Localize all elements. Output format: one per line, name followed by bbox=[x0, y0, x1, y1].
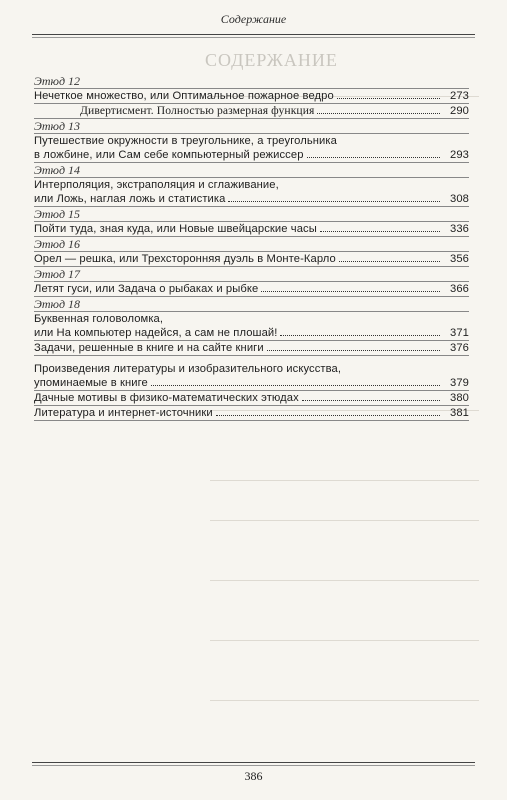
toc-entry[interactable] bbox=[34, 89, 469, 104]
etude-heading: Этюд 16 bbox=[34, 237, 469, 252]
entry-page-number: 293 bbox=[450, 149, 469, 161]
toc-entry[interactable] bbox=[34, 252, 469, 267]
entry-title-row bbox=[34, 376, 469, 390]
entry-title-line: Пойти туда, зная куда, или Новые швейцарские часы bbox=[34, 223, 317, 235]
dot-leader bbox=[317, 104, 440, 114]
etude-heading: Этюд 17 bbox=[34, 267, 469, 282]
toc-entry[interactable] bbox=[34, 222, 469, 237]
dot-leader bbox=[302, 391, 440, 401]
toc-section bbox=[34, 341, 469, 356]
toc-entry[interactable] bbox=[34, 406, 469, 421]
entry-title-line: Орел — решка, или Трехсторонняя дуэль в Монте-Карло bbox=[34, 253, 336, 265]
toc-entry[interactable] bbox=[34, 362, 469, 391]
dot-leader bbox=[267, 341, 440, 351]
table-of-contents bbox=[34, 74, 469, 421]
bleed-through-heading: СОДЕРЖАНИЕ bbox=[205, 50, 338, 70]
toc-section bbox=[34, 119, 469, 163]
entry-title-row bbox=[34, 326, 469, 340]
toc-entry[interactable] bbox=[34, 178, 469, 207]
entry-title-line: или Ложь, наглая ложь и статистика bbox=[34, 193, 226, 205]
bleed-through-line bbox=[210, 580, 479, 581]
dot-leader bbox=[339, 252, 440, 262]
dot-leader bbox=[280, 326, 440, 336]
toc-section bbox=[34, 362, 469, 391]
entry-title-line: Летят гуси, или Задача о рыбаках и рыбке bbox=[34, 283, 259, 295]
toc-section bbox=[34, 297, 469, 341]
entry-title-row bbox=[34, 104, 469, 118]
dot-leader bbox=[261, 282, 440, 292]
entry-title-line: Путешествие окружности в треугольнике, а треугольника bbox=[34, 135, 337, 147]
bleed-through-line bbox=[210, 640, 479, 641]
dot-leader bbox=[228, 192, 440, 202]
dot-leader bbox=[320, 222, 440, 232]
etude-heading: Этюд 13 bbox=[34, 119, 469, 134]
footer-rule-thin bbox=[32, 765, 475, 766]
entry-page-number: 371 bbox=[450, 327, 469, 339]
entry-page-number: 366 bbox=[450, 283, 469, 295]
entry-page-number: 379 bbox=[450, 377, 469, 389]
entry-page-number: 376 bbox=[450, 342, 469, 354]
footer-rule bbox=[32, 762, 475, 763]
toc-entry[interactable] bbox=[34, 391, 469, 406]
entry-title-line: Буквенная головоломка, bbox=[34, 313, 164, 325]
entry-title-line: Дивертисмент. Полностью размерная функция bbox=[80, 104, 315, 117]
etude-heading: Этюд 14 bbox=[34, 163, 469, 178]
toc-section bbox=[34, 267, 469, 297]
entry-title-row bbox=[34, 406, 469, 420]
entry-title-line: или На компьютер надейся, а сам не плошай! bbox=[34, 327, 278, 339]
bleed-through-line bbox=[210, 700, 479, 701]
entry-title-line: Интерполяция, экстраполяция и сглаживание, bbox=[34, 179, 279, 191]
header-rule-thin bbox=[32, 37, 475, 38]
entry-title-row bbox=[34, 282, 469, 296]
dot-leader bbox=[307, 148, 440, 158]
dot-leader bbox=[151, 376, 440, 386]
entry-title-row bbox=[34, 192, 469, 206]
toc-entry[interactable] bbox=[34, 312, 469, 341]
entry-page-number: 290 bbox=[450, 105, 469, 117]
entry-title-row bbox=[34, 341, 469, 355]
entry-title-line: в ложбине, или Сам себе компьютерный режиссер bbox=[34, 149, 304, 161]
dot-leader bbox=[216, 406, 440, 416]
entry-page-number: 308 bbox=[450, 193, 469, 205]
toc-section bbox=[34, 406, 469, 421]
bleed-through-line bbox=[210, 480, 479, 481]
toc-entry[interactable] bbox=[34, 341, 469, 356]
etude-heading: Этюд 12 bbox=[34, 74, 469, 89]
page-number: 386 bbox=[244, 769, 263, 783]
toc-section bbox=[34, 237, 469, 267]
entry-page-number: 273 bbox=[450, 90, 469, 102]
entry-page-number: 336 bbox=[450, 223, 469, 235]
entry-title-row bbox=[34, 222, 469, 236]
header-rule bbox=[32, 34, 475, 35]
etude-heading: Этюд 15 bbox=[34, 207, 469, 222]
entry-page-number: 380 bbox=[450, 392, 469, 404]
entry-title-row bbox=[34, 252, 469, 266]
entry-title-line: Нечеткое множество, или Оптимальное пожарное ведро bbox=[34, 90, 334, 102]
entry-title-row bbox=[34, 391, 469, 405]
entry-page-number: 356 bbox=[450, 253, 469, 265]
running-head: Содержание bbox=[220, 12, 287, 26]
entry-title-line: упоминаемые в книге bbox=[34, 377, 148, 389]
entry-title-line: Дачные мотивы в физико-математических этюдах bbox=[34, 392, 299, 404]
etude-heading: Этюд 18 bbox=[34, 297, 469, 312]
entry-title-row bbox=[34, 148, 469, 162]
entry-title-line: Литература и интернет-источники bbox=[34, 407, 213, 419]
dot-leader bbox=[337, 89, 440, 99]
entry-title-row bbox=[34, 89, 469, 103]
toc-section bbox=[34, 74, 469, 104]
toc-section bbox=[34, 207, 469, 237]
toc-section bbox=[34, 163, 469, 207]
toc-section bbox=[34, 104, 469, 119]
toc-entry[interactable] bbox=[34, 104, 469, 119]
entry-page-number: 381 bbox=[450, 407, 469, 419]
toc-section bbox=[34, 391, 469, 406]
entry-title-line: Задачи, решенные в книге и на сайте книги bbox=[34, 342, 264, 354]
toc-entry[interactable] bbox=[34, 282, 469, 297]
entry-title-line: Произведения литературы и изобразительного искусства, bbox=[34, 363, 342, 375]
bleed-through-line bbox=[210, 520, 479, 521]
toc-entry[interactable] bbox=[34, 134, 469, 163]
